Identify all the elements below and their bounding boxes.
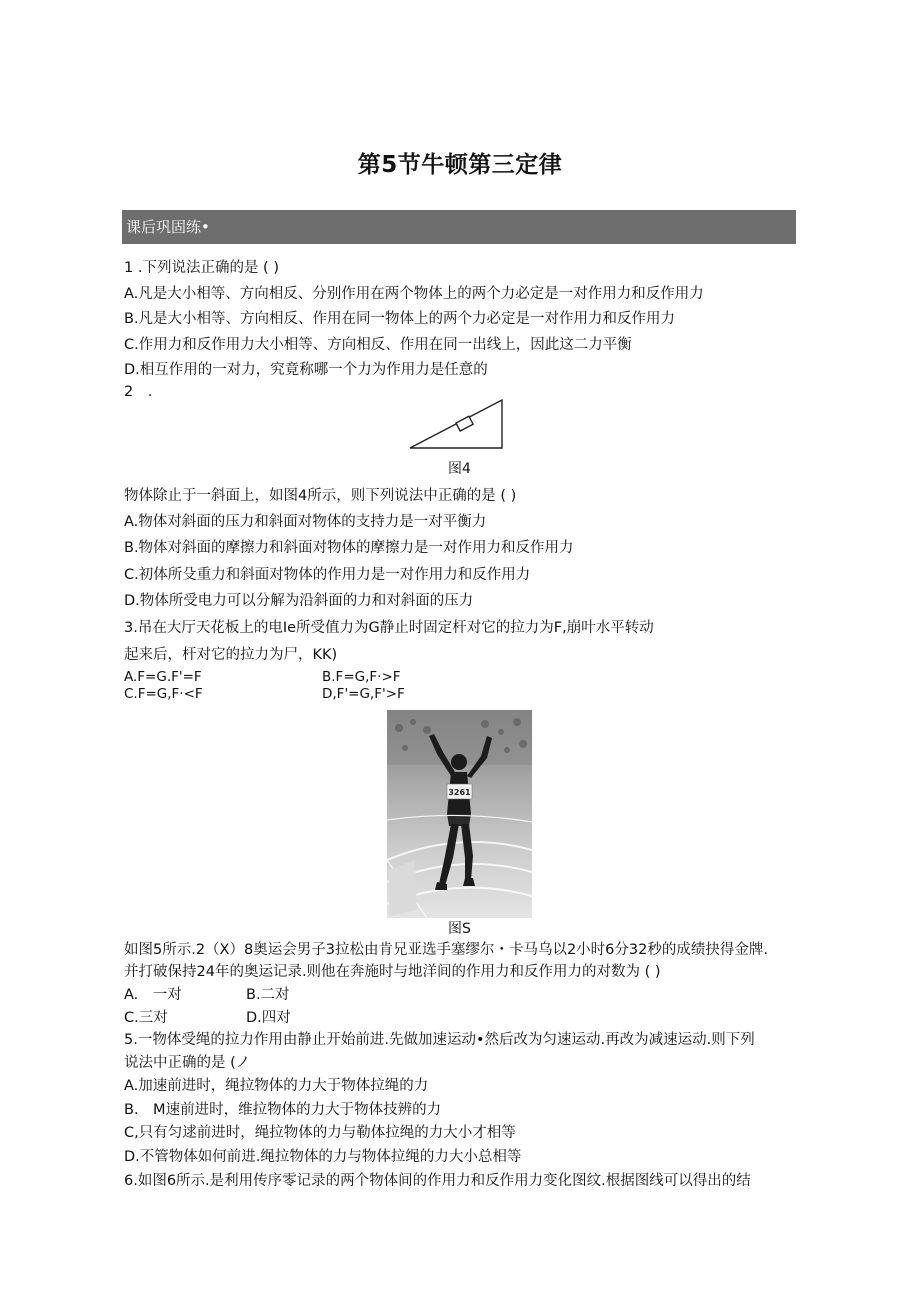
question-4-option-c: C.三对 xyxy=(124,1010,168,1026)
question-2-option-b: B.物体对斜面的摩擦力和斜面对物体的摩擦力是一对作用力和反作用力 xyxy=(124,540,574,556)
question-2-stem: 物体除止于一斜面上，如图4所示，则下列说法中正确的是 ( ) xyxy=(124,488,517,504)
question-3-option-c: C.F=G,F·<F xyxy=(124,686,203,702)
question-5-option-c: C,只有匀逑前进时，绳拉物体的力与勒体拉绳的力大小才相等 xyxy=(124,1125,516,1141)
block-on-incline xyxy=(456,416,473,431)
question-3-stem-line-2: 起来后，杆对它的拉力为尸，KK) xyxy=(124,647,338,663)
question-5-option-a: A.加速前进时，绳拉物体的力大于物体拉绳的力 xyxy=(124,1078,429,1094)
question-1-option-c: C.作用力和反作用力大小相等、方向相反、作用在同一出线上，因此这二力平衡 xyxy=(124,337,632,353)
question-5-option-d: D.不管物体如何前进.绳拉物体的力与物体拉绳的力大小总相等 xyxy=(124,1149,522,1165)
figure-4-caption: 图4 xyxy=(448,461,471,477)
figure-5-caption: 图S xyxy=(448,921,471,937)
question-3-stem-line-1: 3.吊在大厅天花板上的电Ie所受值力为G静止时固定杆对它的拉力为F,崩叶水平转动 xyxy=(124,620,654,636)
question-1-option-b: B.凡是大小相等、方向相反、作用在同一物体上的两个力必定是一对作用力和反作用力 xyxy=(124,311,676,327)
question-4-option-b: B.二对 xyxy=(246,987,290,1003)
question-1-stem: 1 .下列说法正确的是 ( ) xyxy=(124,260,279,276)
question-6-stem: 6.如图6所示.是利用传序零记录的两个物体间的作用力和反作用力变化图纹.根据图线可以得出的结 xyxy=(124,1173,751,1189)
question-5-option-b: B. M速前进时，维拉物体的力大于物体技辨的力 xyxy=(124,1102,442,1118)
question-3-option-d: D,F'=G,F'>F xyxy=(322,686,405,702)
section-banner: 课后巩固练• xyxy=(122,210,796,244)
question-2-number: 2 . xyxy=(124,384,153,400)
question-2-option-c: C.初体所殳重力和斜面对物体的作用力是一对作用力和反作用力 xyxy=(124,567,531,583)
question-3-option-b: B.F=G,F·>F xyxy=(322,669,401,685)
marathon-runner-photo xyxy=(387,710,532,918)
question-1-option-a: A.凡是大小相等、方向相反、分别作用在两个物体上的两个力必定是一对作用力和反作用力 xyxy=(124,286,704,302)
question-4-option-a: A. 一对 xyxy=(124,987,182,1003)
question-3-option-a: A.F=G.F'=F xyxy=(124,669,202,685)
bib-number: 3261 xyxy=(448,788,471,797)
question-2-option-d: D.物体所受电力可以分解为沿斜面的力和对斜面的压力 xyxy=(124,593,474,609)
incline-figure xyxy=(408,396,506,452)
question-4-stem-line-1: 如图5所示.2（X）8奥运会男子3拉松由肯兄亚选手塞缪尔・卡马乌以2小时6分32秒的成绩抉得金牌. xyxy=(124,942,768,958)
question-1-option-d: D.相互作用的一对力，究竟称哪一个力为作用力是任意的 xyxy=(124,362,488,378)
question-5-stem-line-2: 说法中正确的是 (ノ xyxy=(124,1055,251,1071)
question-2-option-a: A.物体对斜面的压力和斜面对物体的支持力是一对平衡力 xyxy=(124,514,487,530)
question-5-stem-line-1: 5.一物体受绳的拉力作用由静止开始前进.先做加速运动•然后改为匀速运动.再改为减速运动.则下列 xyxy=(124,1032,755,1048)
question-4-stem-line-2: 并打破保持24年的奥运记录.则他在奔施时与地洋间的作用力和反作用力的对数为 ( ) xyxy=(124,964,661,980)
question-4-option-d: D.四对 xyxy=(246,1010,291,1026)
page-title: 第5节牛顿第三定律 xyxy=(357,152,563,178)
